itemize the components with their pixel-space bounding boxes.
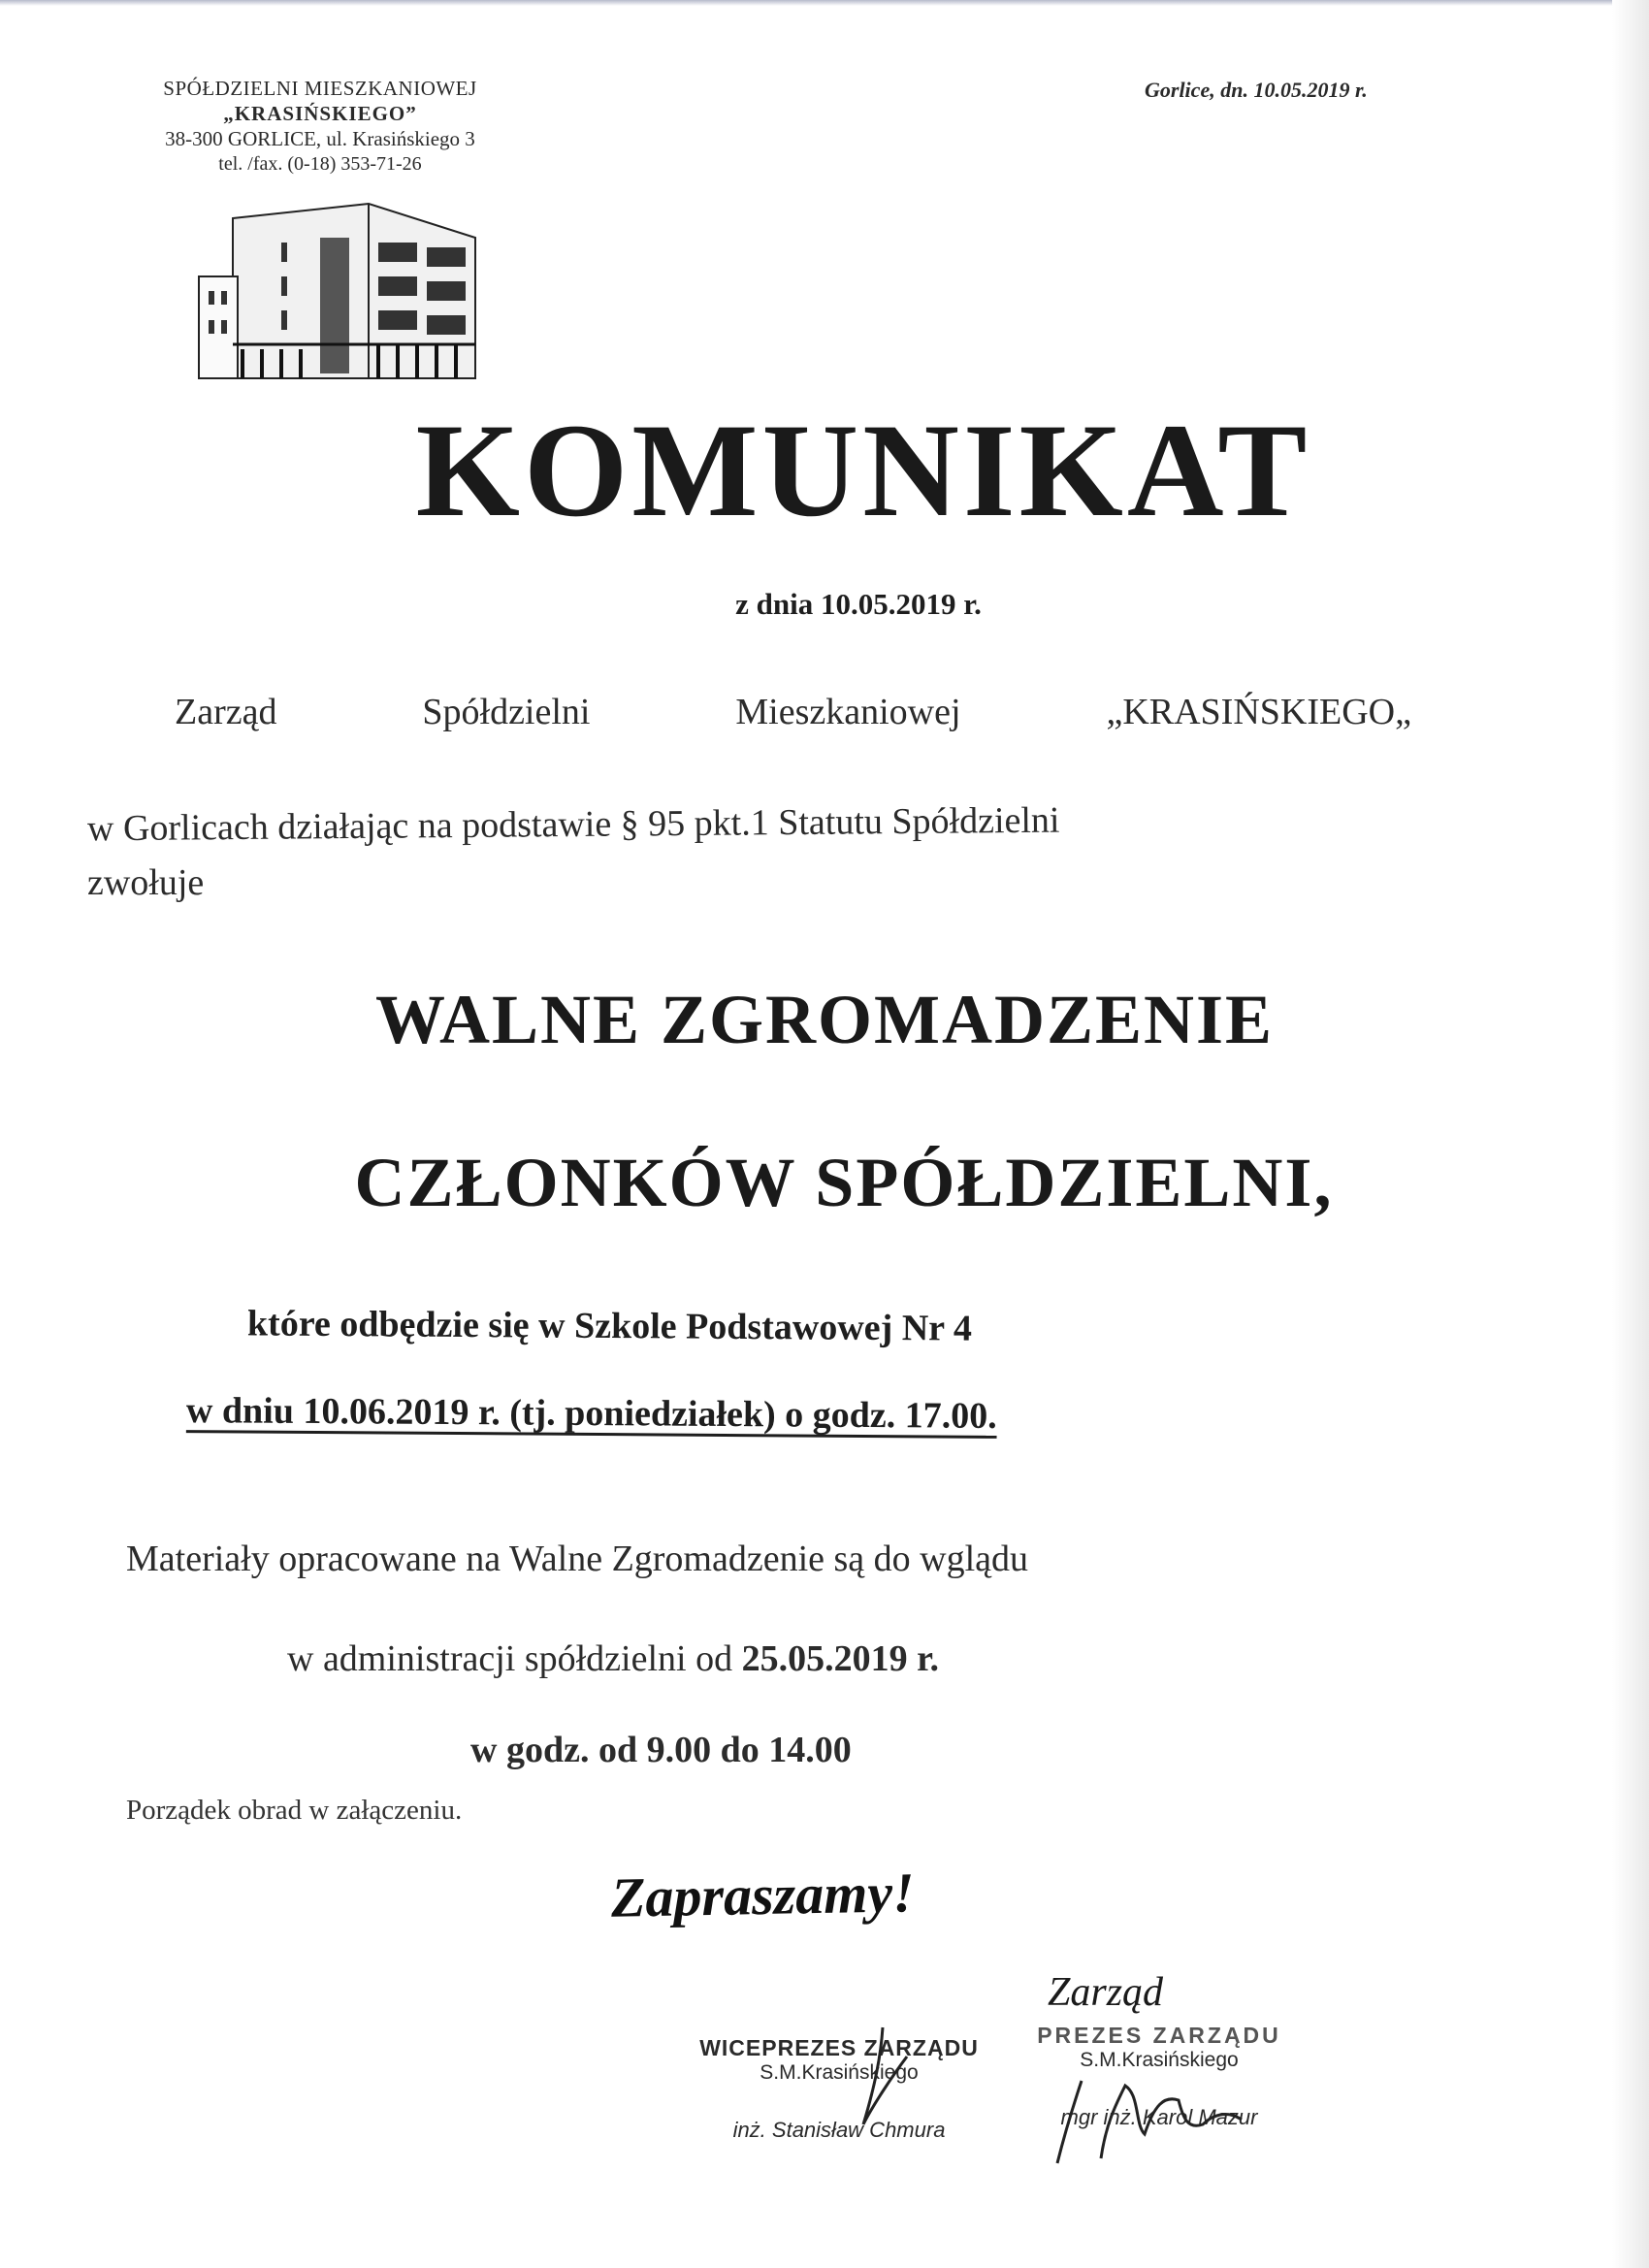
- stamp-org: S.M.Krasińskiego: [760, 2061, 919, 2084]
- agenda-note: Porządek obrad w załączeniu.: [126, 1795, 463, 1826]
- org-address: 38-300 GORLICE, ul. Krasińskiego 3: [165, 127, 475, 150]
- intro-line-2: w Gorlicach działając na podstawie § 95 pkt.1 Statutu Spółdzielni: [86, 799, 1060, 850]
- intro-word: Spółdzielni: [422, 692, 591, 732]
- intro-line-1: [175, 691, 1411, 733]
- intro-word: Zarząd: [175, 692, 277, 732]
- place-date: Gorlice, dn. 10.05.2019 r.: [1145, 78, 1368, 102]
- materials-line-2: [287, 1637, 939, 1680]
- board-label: Zarząd: [1048, 1970, 1164, 2015]
- org-name-bold: „KRASIŃSKIEGO”: [223, 102, 417, 125]
- scan-edge-right: [1612, 0, 1649, 2268]
- materials-prefix: w administracji spółdzielni od: [287, 1638, 742, 1679]
- intro-word: „KRASIŃSKIEGO„: [1106, 692, 1411, 732]
- scan-edge-top: [0, 0, 1649, 6]
- stamp-name: mgr inż. Karol Mazur: [1060, 2105, 1258, 2129]
- org-name-line: SPÓŁDZIELNI MIESZKANIOWEJ: [163, 77, 477, 100]
- building-logo-icon: [194, 199, 485, 383]
- stamp-org: S.M.Krasińskiego: [1080, 2049, 1239, 2071]
- signature-president-icon: [1048, 2066, 1300, 2173]
- invitation-text: Zapraszamy!: [610, 1861, 916, 1929]
- organization-header: [116, 76, 524, 177]
- meeting-location: które odbędzie się w Szkole Podstawowej Nr 4: [246, 1303, 973, 1349]
- signature-vice-president-icon: [824, 2018, 941, 2134]
- assembly-heading-members: CZŁONKÓW SPÓŁDZIELNI,: [354, 1144, 1334, 1221]
- intro-line-3: zwołuje: [87, 862, 205, 903]
- assembly-heading: WALNE ZGROMADZENIE: [374, 981, 1275, 1058]
- document-title: KOMUNIKAT: [415, 396, 1311, 544]
- document-date: z dnia 10.05.2019 r.: [735, 587, 982, 621]
- stamp-name: inż. Stanisław Chmura: [732, 2118, 946, 2142]
- materials-line-1: Materiały opracowane na Walne Zgromadzenie są do wglądu: [126, 1539, 1029, 1579]
- materials-date: 25.05.2019 r.: [741, 1638, 939, 1679]
- stamp-title: WICEPREZES ZARZĄDU: [699, 2035, 979, 2060]
- stamp-title: PREZES ZARZĄDU: [1037, 2023, 1281, 2048]
- org-phone: tel. /fax. (0-18) 353-71-26: [218, 153, 422, 175]
- meeting-datetime: w dniu 10.06.2019 r. (tj. poniedziałek) o godz. 17.00.: [185, 1390, 997, 1437]
- materials-hours: w godz. od 9.00 do 14.00: [470, 1730, 852, 1770]
- intro-word: Mieszkaniowej: [735, 692, 961, 732]
